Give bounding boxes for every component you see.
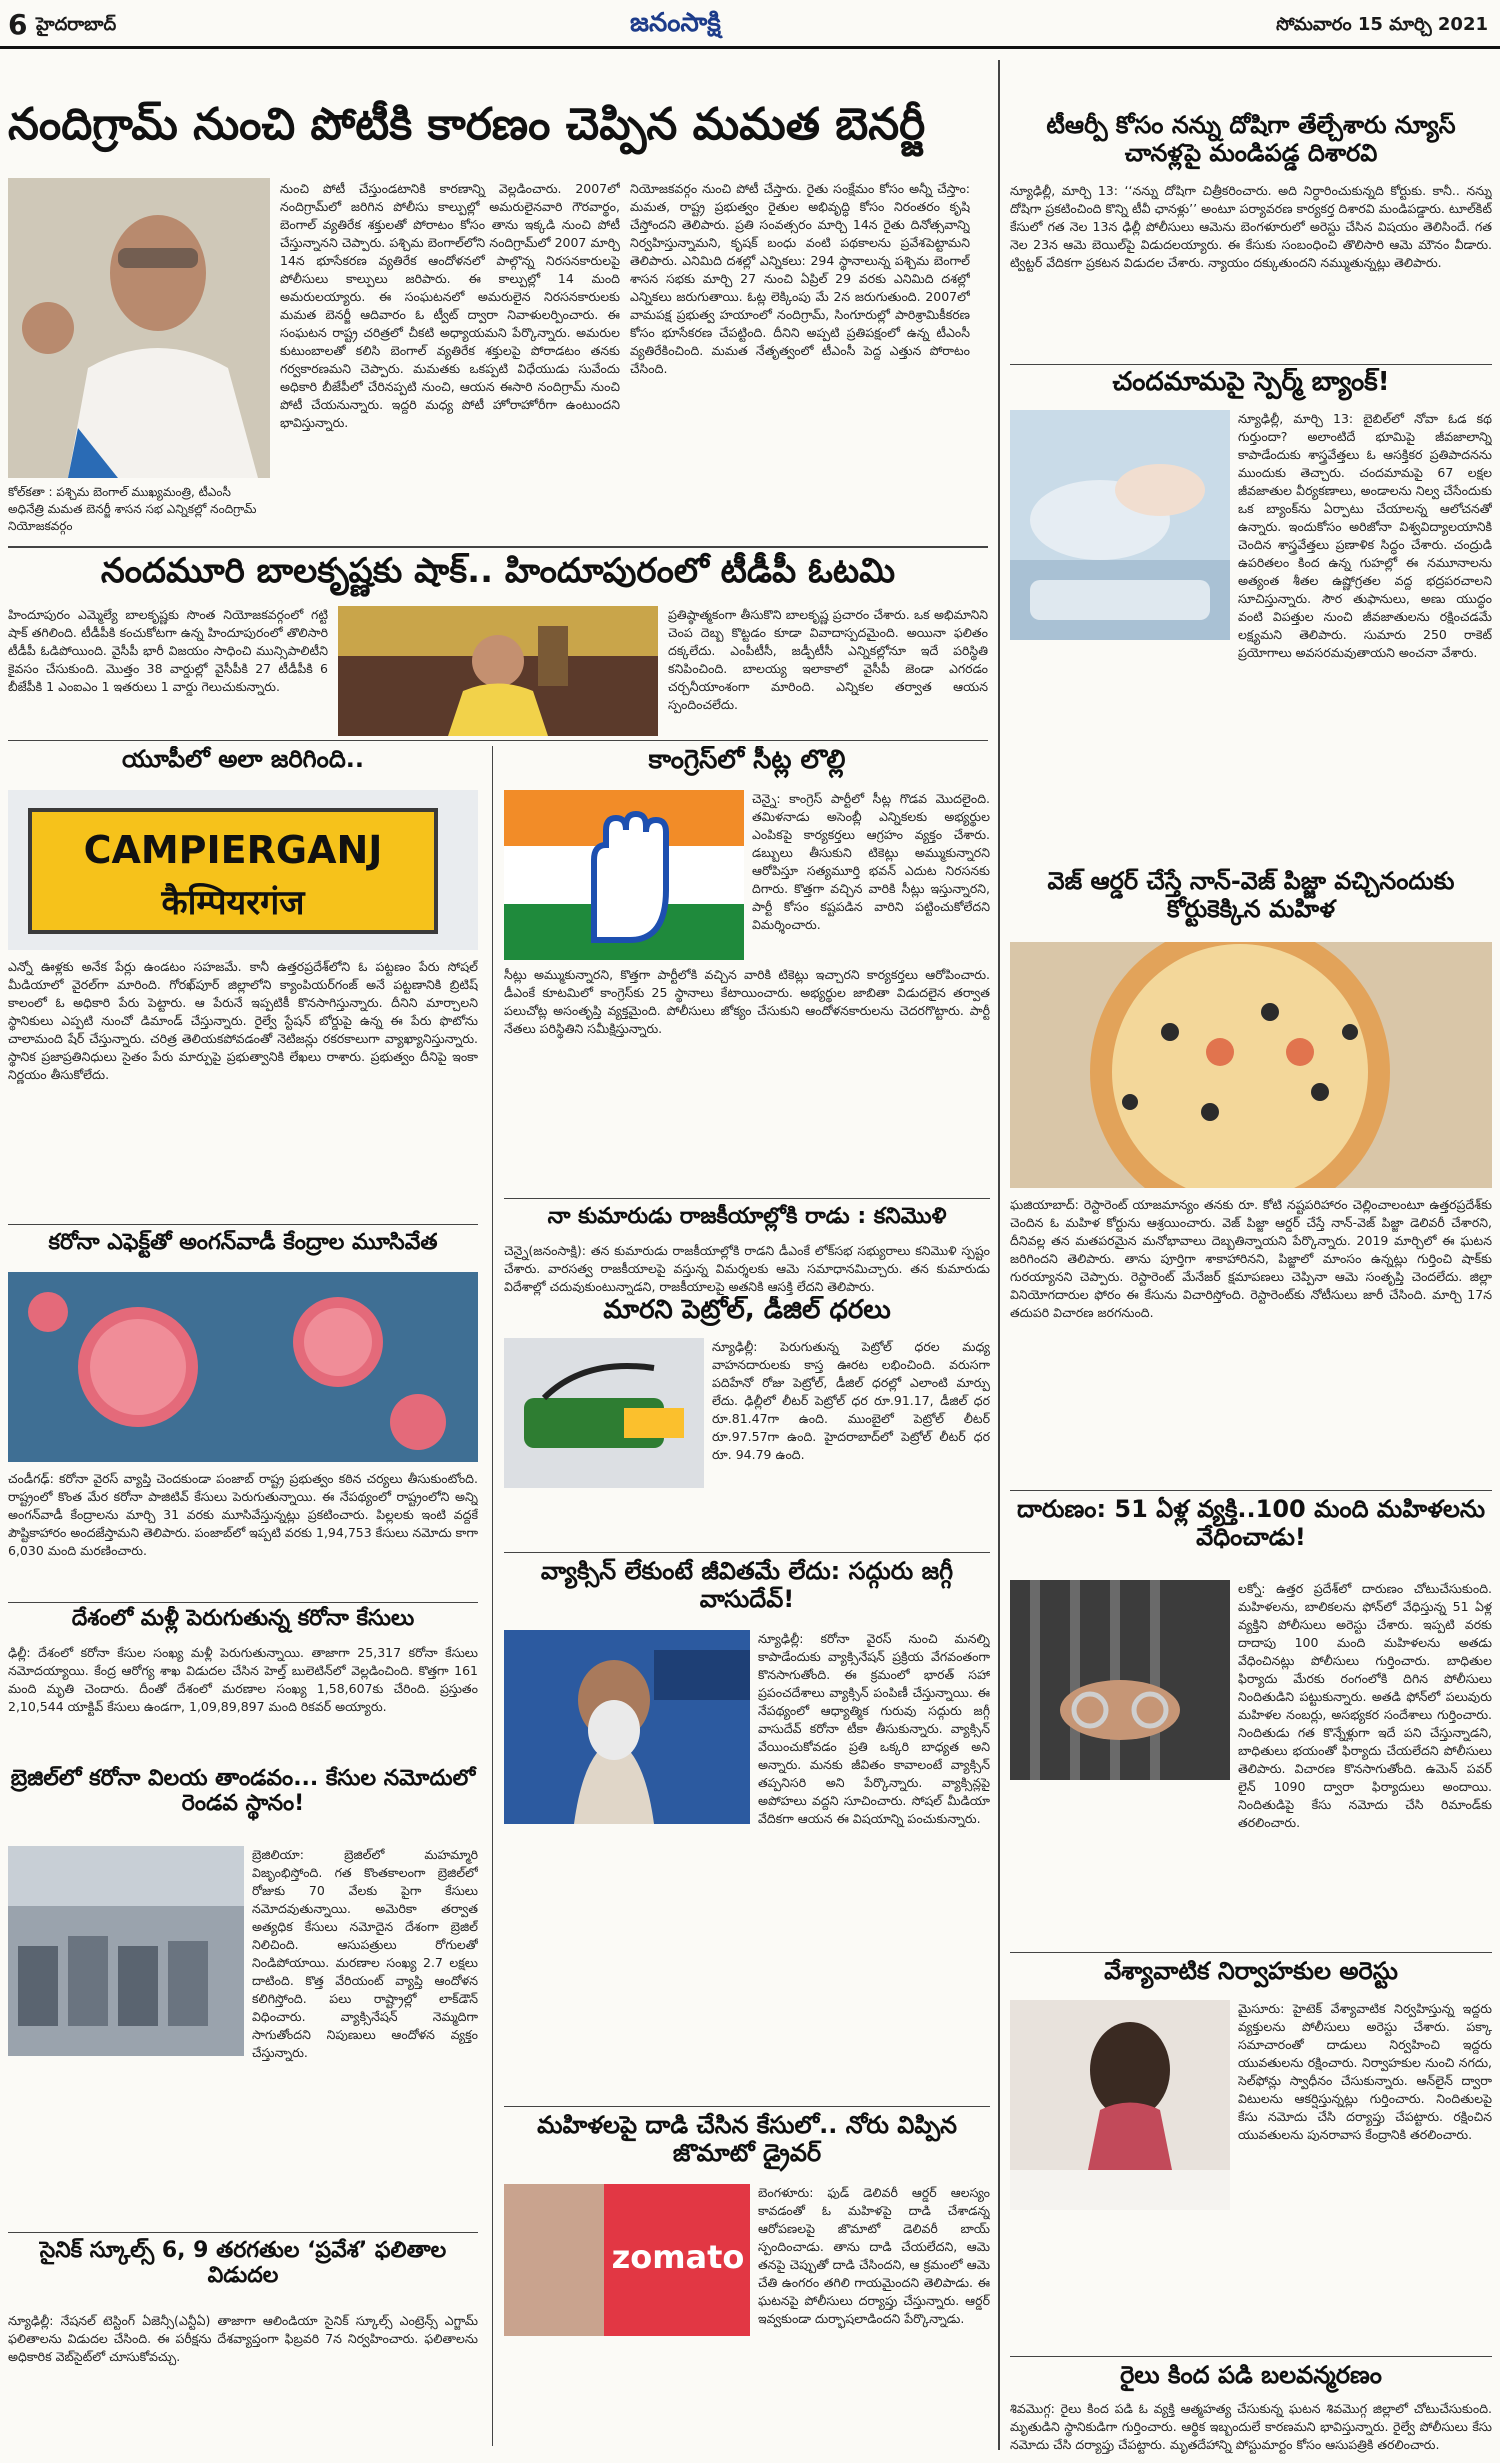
- veg-body: ఘజియాబాద్: రెస్టారెంట్ యాజమాన్యం తనకు రూ. కోటి నష్టపరిహారం చెల్లించాలంటూ ఉత్తరప్రదేశ్‌కు చెందిన ఓ మహిళ కోర్టును ఆశ్రయించారు. వెజ్ పిజ్జా ఆర్డర్ చేస్తే నాన్-వెజ్ పిజ్జా డెలివరీ చేశారని, దీనివల్ల తన మతపరమైన మనోభావాలు దెబ్బతిన్నాయని పేర్కొన్నారు. 2019 మార్చిలో ఈ ఘటన జరిగిందని తెలిపారు. తాను పూర్తిగా శాకాహారినని, పిజ్జాలో మాంసం ఉన్నట్లు గుర్తించి షాక్‌కు గురయ్యానని చెప్పారు. రెస్టారెంట్ మేనేజర్ క్షమాపణలు చెప్పినా ఆమె సంతృప్తి చెందలేదు. జిల్లా వినియోగదారుల ఫోరం ఈ కేసును విచారిస్తోంది. రెస్టారెంట్‌కు నోటీసులు జారీ చేసింది. మార్చి 17న తదుపరి విచారణ జరగనుంది.: [1010, 1197, 1492, 1320]
- veg-headline: వెజ్ ఆర్డర్ చేస్తే నాన్-వెజ్ పిజ్జా వచ్చినందుకు కోర్టుకెక్కిన మహిళ: [1047, 868, 1455, 923]
- hyd-body: లక్నో: ఉత్తర ప్రదేశ్‌లో దారుణం చోటుచేసుకుంది. మహిళలను, బాలికలను ఫోన్‌లో వేధిస్తున్న 51 ఏళ్ల వ్యక్తిని పోలీసులు అరెస్టు చేశారు. ఇప్పటి వరకు దాదాపు 100 మంది మహిళలను అతడు వేధించినట్లు పోలీసులు గుర్తించారు. బాధితుల ఫిర్యాదు మేరకు రంగంలోకి దిగిన పోలీసులు నిందితుడిని పట్టుకున్నారు. అతడి ఫోన్‌లో పలువురు మహిళల నంబర్లు, అసభ్యకర సందేశాలు గుర్తించారు. నిందితుడు గత కొన్నేళ్లుగా ఇదే పని చేస్తున్నాడని, బాధితులు భయంతో ఫిర్యాదు చేయలేదని పోలీసులు తెలిపారు. విచారణ కొనసాగుతోంది. ఉమెన్ పవర్ లైన్ 1090 ద్వారా ఫిర్యాదులు అందాయి. నిందితుడిపై కేసు నమోదు చేసి రిమాండ్‌కు తరలించారు.: [1238, 1581, 1492, 1830]
- cases-body: ఢిల్లీ: దేశంలో కరోనా కేసుల సంఖ్య మళ్లీ పెరుగుతున్నాయి. తాజాగా 25,317 కరోనా కేసులు నమోదయ్యాయి. కేంద్ర ఆరోగ్య శాఖ విడుదల చేసిన హెల్త్ బులెటిన్‌లో వెల్లడించింది. కొత్తగా 161 మంది మృతి చెందారు. దీంతో దేశంలో మరణాల సంఖ్య 1,58,607కు చేరింది. ప్రస్తుతం 2,10,544 యాక్టివ్ కేసులు ఉండగా, 1,09,89,897 మంది రికవర్ అయ్యారు.: [8, 1645, 478, 1714]
- brothel-body: మైసూరు: హైటెక్ వేశ్యావాటిక నిర్వహిస్తున్న ఇద్దరు వ్యక్తులను పోలీసులు అరెస్టు చేశారు. పక్కా సమాచారంతో దాడులు నిర్వహించి ఇద్దరు యువతులను రక్షించారు. నిర్వాహకుల నుంచి నగదు, సెల్‌ఫోన్లు స్వాధీనం చేసుకున్నారు. ఆన్‌లైన్ ద్వారా విటులను ఆకర్షిస్తున్నట్లు గుర్తించారు. నిందితులపై కేసు నమోదు చేసి దర్యాప్తు చేపట్టారు. రక్షించిన యువతులను పునరావాస కేంద్రానికి తరలించారు.: [1238, 2001, 1492, 2142]
- trp-rule: [1010, 364, 1492, 365]
- anganwadi-rule: [8, 1602, 478, 1603]
- hyd-headline: దారుణం: 51 ఏళ్ల వ్యక్తి..100 మంది మహిళలను వేధించాడు!: [1016, 1496, 1486, 1551]
- sainik-body: న్యూఢిల్లీ: నేషనల్ టెస్టింగ్ ఏజెన్సీ(ఎన్టీఏ) తాజాగా ఆలిండియా సైనిక్ స్కూల్స్ ఎంట్రెన్స్ ఎగ్జామ్ ఫలితాలను విడుదల చేసింది. ఈ పరీక్షను దేశవ్యాప్తంగా ఫిబ్రవరి 7న నిర్వహించారు. ఫలితాలను అధికారిక వెబ్‌సైట్‌లో చూసుకోవచ్చు.: [8, 2313, 478, 2364]
- campierganj-body: ఎన్నో ఊళ్లకు అనేక పేర్లు ఉండటం సహజమే. కానీ ఉత్తరప్రదేశ్‌లోని ఓ పట్టణం పేరు సోషల్ మీడియాలో వైరల్‌గా మారింది. గోరఖ్‌పూర్ జిల్లాలోని క్యాంపియర్‌గంజ్ అనే పట్టణానికి బ్రిటిష్ కాలంలో ఓ అధికారి పేరు పెట్టారు. ఆ పేరునే ఇప్పటికీ కొనసాగిస్తున్నారు. దీనిని మార్చాలని స్థానికులు ఎప్పటి నుంచో డిమాండ్ చేస్తున్నారు. రైల్వే స్టేషన్ బోర్డుపై ఉన్న ఈ పేరు ఫొటోను చాలామంది షేర్ చేస్తున్నారు. చరిత్ర తెలియకపోవడంతో నెటిజన్లు రకరకాలుగా వ్యాఖ్యానిస్తున్నారు. స్థానిక ప్రజాప్రతినిధులు సైతం పేరు మార్పుపై ప్రభుత్వానికి లేఖలు రాశారు. ప్రభుత్వం దీనిపై ఇంకా నిర్ణయం తీసుకోలేదు.: [8, 959, 478, 1082]
- brazil-photo: [8, 1846, 244, 2056]
- congress-col2: సీట్లు అమ్ముకున్నారని, కొత్తగా పార్టీలోకి వచ్చిన వారికి టికెట్లు ఇచ్చారని కార్యకర్తలు ఆరోపించారు. డీఎంకే కూటమిలో కాంగ్రెస్‌కు 25 స్థానాలు కేటాయించారు. అభ్యర్థుల జాబితా విడుదలైన తర్వాత పలుచోట్ల అసంతృప్తి వ్యక్తమైంది. పోలీసులు జోక్యం చేసుకుని ఆందోళనకారులను చెదరగొట్టారు. పార్టీ నేతలు పరిస్థితిని సమీక్షిస్తున్నారు.: [504, 967, 990, 1036]
- brothel-headline: వేశ్యావాటిక నిర్వాహకుల అరెస్టు: [1104, 1958, 1398, 1985]
- congress-headline: కాంగ్రెస్‌లో సీట్ల లొల్లి: [648, 746, 846, 775]
- mamata-photo: [8, 178, 270, 478]
- lead-col2: నియోజకవర్గం నుంచి పోటీ చేస్తారు. రైతు సంక్షేమం కోసం అన్నీ చేస్తాం: మమత, రాష్ట్ర ప్రభుత్వం రైతుల అభివృద్ధి కోసం నిరంతరం కృషి చేస్తోందని తెలిపారు. ప్రతి సంవత్సరం మార్చి 14న రైతు దినోత్సవాన్ని నిర్వహిస్తున్నామని, కృషక్ బంధు వంటి పథకాలను ప్రవేశపెట్టామని తెలిపారు. ఎనిమిది దశల్లో ఎన్నికలు: 294 స్థానాలున్న పశ్చిమ బెంగాల్ శాసన సభకు మార్చి 27 నుంచి ఏప్రిల్ 29 వరకు ఎనిమిది దశల్లో ఎన్నికలు జరుగుతాయి. ఓట్ల లెక్కింపు మే 2న జరుగుతుంది. 2007లో వామపక్ష ప్రభుత్వ హయాంలో నందిగ్రామ్, సింగూరుల్లో పారిశ్రామికీకరణ కోసం భూసేకరణ చేపట్టింది. దీనిని అప్పటి ప్రతిపక్షంలో ఉన్న టీఎంసీ వ్యతిరేకించింది. మమత నేతృత్వంలో టీఎంసీ పెద్ద ఎత్తున పోరాటం చేసింది.: [630, 181, 970, 376]
- brazil-body: బ్రెజిలియా: బ్రెజిల్‌లో మహమ్మారి విజృంభిస్తోంది. గత కొంతకాలంగా బ్రెజిల్‌లో రోజుకు 70 వేలకు పైగా కేసులు నమోదవుతున్నాయి. అమెరికా తర్వాత అత్యధిక కేసులు నమోదైన దేశంగా బ్రెజిల్ నిలిచింది. ఆసుపత్రులు రోగులతో నిండిపోయాయి. మరణాల సంఖ్య 2.7 లక్షలు దాటింది. కొత్త వేరియంట్ వ్యాప్తి ఆందోళన కలిగిస్తోంది. పలు రాష్ట్రాల్లో లాక్‌డౌన్ విధించారు. వ్యాక్సినేషన్ నెమ్మదిగా సాగుతోందని నిపుణులు ఆందోళన వ్యక్తం చేస్తున్నారు.: [252, 1847, 478, 2060]
- brazil-rule: [8, 2232, 478, 2233]
- zomato-headline: మహిళలపై దాడి చేసిన కేసులో.. నోరు విప్పిన జొమాటో డ్రైవర్: [537, 2112, 957, 2167]
- brothel-rule: [1010, 2356, 1492, 2357]
- sainik-headline: సైనిక్ స్కూల్స్ 6, 9 తరగతుల ‘ప్రవేశ’ ఫలితాల విడుదల: [39, 2238, 447, 2289]
- balakrishna-headline: నందమూరి బాలకృష్ణకు షాక్.. హిందూపురంలో టీడీపీ ఓటమి: [100, 552, 896, 591]
- fuel-pump-photo: [504, 1338, 704, 1488]
- zomato-brand: zomato: [611, 2238, 745, 2276]
- balakrishna-photo: [338, 606, 658, 736]
- handcuff-photo: [1010, 1580, 1230, 1780]
- brazil-headline: బ్రెజిల్‌లో కరోనా విలయ తాండవం... కేసుల నమోదులో రెండవ స్థానం!: [10, 1766, 476, 1817]
- chandamama-headline: చందమామపై స్పెర్మ్ బ్యాంక్!: [1112, 368, 1390, 397]
- chandamama-body: న్యూఢిల్లీ, మార్చి 13: బైబిల్‌లో నోవా ఓడ కథ గుర్తుందా? అలాంటిదే భూమిపై జీవజాలాన్ని కాపాడేందుకు శాస్త్రవేత్తలు ఓ ఆసక్తికర ప్రతిపాదనను ముందుకు తెచ్చారు. చందమామపై 67 లక్షల జీవజాతుల వీర్యకణాలు, అండాలను నిల్వ చేసేందుకు ఒక బ్యాంక్‌ను ఏర్పాటు చేయాలన్న ఆలోచనతో ఉన్నారు. ఇందుకోసం అరిజోనా విశ్వవిద్యాలయానికి చెందిన శాస్త్రవేత్తలు ప్రణాళిక సిద్ధం చేశారు. చంద్రుడి ఉపరితలం కింద ఉన్న గుహల్లో ఈ నమూనాలను అత్యంత శీతల ఉష్ణోగ్రతల వద్ద భద్రపరచాలని సూచిస్తున్నారు. సౌర తుఫానులు, అణు యుద్ధం వంటి విపత్తుల నుంచి జీవజాతులను రక్షించడమే లక్ష్యమని తెలిపారు. సుమారు 250 రాకెట్ ప్రయోగాలు అవసరమవుతాయని అంచనా వేశారు.: [1238, 411, 1492, 660]
- brothel-photo: [1010, 2000, 1230, 2210]
- balakrishna-col2: ప్రతిష్ఠాత్మకంగా తీసుకొని బాలకృష్ణ ప్రచారం చేశారు. ఒక అభిమానిని చెంప దెబ్బ కొట్టడం కూడా వివాదాస్పదమైంది. అయినా ఫలితం దక్కలేదు. ఎంపీటీసీ, జడ్పీటీసీ ఎన్నికల్లోనూ ఇదే పరిస్థితి కనిపించింది. బాలయ్య ఇలాకాలో వైసీపీ జెండా ఎగరడం చర్చనీయాంశంగా మారింది. ఎన్నికల తర్వాత ఆయన స్పందించలేదు.: [668, 607, 988, 712]
- anganwadi-body: చండీగఢ్: కరోనా వైరస్ వ్యాప్తి చెందకుండా పంజాబ్ రాష్ట్ర ప్రభుత్వం కఠిన చర్యలు తీసుకుంటోంది. రాష్ట్రంలో కొంత మేర కరోనా పాజిటివ్ కేసులు పెరుగుతున్నాయి. ఈ నేపథ్యంలో రాష్ట్రంలోని అన్ని అంగన్‌వాడీ కేంద్రాలను మార్చి 31 వరకు మూసివేస్తున్నట్లు ప్రకటించారు. పిల్లలకు ఇంటి వద్దకే పౌష్టికాహారం అందజేస్తామని తెలిపారు. పంజాబ్‌లో ఇప్పటి వరకు 1,94,753 కేసులు నమోదు కాగా 6,030 మంది మరణించారు.: [8, 1471, 478, 1558]
- congress-rule: [504, 1198, 990, 1199]
- lead-col1: నుంచి పోటీ చేస్తుండటానికి కారణాన్ని వెల్లడించారు. 2007లో నందిగ్రామ్‌లో జరిగిన పోలీసు కాల్పుల్లో అమరులైనవారి గౌరవార్థం, బెంగాల్ వ్యతిరేక శక్తులతో పోరాటం కోసం తాను ఇక్కడి నుంచి పోటీ చేస్తున్నానని చెప్పారు. పశ్చిమ బెంగాల్‌లోని నందిగ్రామ్‌లో 2007 మార్చి 14న భూసేకరణ వ్యతిరేక ఆందోళనలో పాల్గొన్న నిరసనకారులపై పోలీసులు కాల్పులు జరిపారు. ఈ కాల్పుల్లో 14 మంది అమరులయ్యారు. ఈ సంఘటనలో అమరులైన నిరసనకారులకు మమత బెనర్జీ ఆదివారం ఓ ట్వీట్ ద్వారా నివాళులర్పించారు. ఈ సంఘటన రాష్ట్ర చరిత్రలో చీకటి అధ్యాయమని పేర్కొన్నారు. అమరుల కుటుంబాలతో కలిసి బెంగాల్ వ్యతిరేక శక్తులపై పోరాడటం తనకు గర్వకారణమని చెప్పారు. మమతకు ఒకప్పటి విధేయుడు సువేందు అధికారి బీజేపీలో చేరినప్పటి నుంచి, ఆయన ఈసారి నందిగ్రామ్ నుంచి పోటీ చేయనున్నారు. ఇద్దరి మధ్య పోటీ హోరాహోరీగా ఉంటుందని భావిస్తున్నారు.: [280, 181, 620, 430]
- sign-english: CAMPIERGANJ: [83, 828, 383, 872]
- lead-caption: కోల్‌కతా : పశ్చిమ బెంగాల్ ముఖ్యమంత్రి, టీఎంసీ అధినేత్రి మమత బెనర్జీ శాసన సభ ఎన్నికల్లో నందిగ్రామ్ నియోజకవర్గం: [8, 485, 257, 533]
- balakrishna-col1: హిందూపురం ఎమ్మెల్యే బాలకృష్ణకు సొంత నియోజకవర్గంలో గట్టి షాక్ తగిలింది. టీడీపీకి కంచుకోటగా ఉన్న హిందూపురంలో తొలిసారి టీడీపీ ఓడిపోయింది. వైసీపీ భారీ విజయం సాధించి మున్సిపాలిటీని కైవసం చేసుకుంది. మొత్తం 38 వార్డుల్లో వైసీపీకి 27 టీడీపీకి 6 బీజేపీకి 1 ఎంఐఎం 1 ఇతరులు 1 వార్డు గెలుచుకున్నారు.: [8, 607, 328, 694]
- campierganj-rule: [8, 1224, 478, 1225]
- sadhguru-headline: వ్యాక్సిన్ లేకుంటే జీవితమే లేదు: సద్గురు జగ్గీ వాసుదేవ్!: [540, 1558, 954, 1613]
- trp-body: న్యూఢిల్లీ, మార్చి 13: ‘‘నన్ను దోషిగా చిత్రీకరించారు. అది నిర్ధారించుకున్నది కోర్టుకు. కానీ.. నన్ను దోషిగా ప్రకటించింది కొన్ని టీవీ ఛానళ్లు’’ అంటూ పర్యావరణ కార్యకర్త దిశారవి మండిపడ్డారు. టూల్‌కిట్ కేసులో గత నెల 13న ఢిల్లీ పోలీసులు ఆమెను బెంగళూరులో అరెస్టు చేసిన విషయం తెలిసిందే. గత నెల 23న ఆమె బెయిల్‌పై విడుదలయ్యారు. ఈ కేసుకు సంబంధించి తొలిసారి ఆమె మౌనం వీడారు. ట్విట్టర్ వేదికగా ప్రకటన విడుదల చేశారు. న్యాయం దక్కుతుందని నమ్ముతున్నట్లు తెలిపారు.: [1010, 183, 1492, 270]
- sadhguru-photo: [504, 1630, 750, 1824]
- trp-headline: టీఆర్పీ కోసం నన్ను దోషిగా తేల్చేశారు న్యూస్ చానళ్లపై మండిపడ్డ దిశారవి: [1046, 112, 1456, 167]
- pizza-photo: [1010, 942, 1492, 1188]
- sadhguru-body: న్యూఢిల్లీ: కరోనా వైరస్ నుంచి మనల్ని కాపాడేందుకు వ్యాక్సినేషన్ ప్రక్రియ వేగవంతంగా కొనసాగుతోంది. ఈ క్రమంలో భారత్ సహా ప్రపంచదేశాలు వ్యాక్సిన్ పంపిణీ చేస్తున్నాయి. ఈ నేపథ్యంలో ఆధ్యాత్మిక గురువు సద్గురు జగ్గీ వాసుదేవ్ కరోనా టీకా తీసుకున్నారు. వ్యాక్సిన్ వేయించుకోవడం ప్రతి ఒక్కరి బాధ్యత అని అన్నారు. మనకు జీవితం కావాలంటే వ్యాక్సిన్ తప్పనిసరి అని పేర్కొన్నారు. వ్యాక్సిన్లపై అపోహలు వద్దని సూచించారు. సోషల్ మీడియా వేదికగా ఆయన ఈ విషయాన్ని పంచుకున్నారు.: [758, 1631, 990, 1826]
- hyd-rule: [1010, 1952, 1492, 1953]
- balakrishna-rule: [8, 740, 988, 741]
- veg-rule: [1010, 1490, 1492, 1491]
- rail-headline: రైలు కింద పడి బలవన్మరణం: [1120, 2362, 1382, 2389]
- masthead: [0, 0, 1500, 46]
- petrol-rule: [504, 1552, 990, 1553]
- kanimozhi-body: చెన్నై(జనంసాక్షి): తన కుమారుడు రాజకీయాల్లోకి రాడని డీఎంకే లోక్‌సభ సభ్యురాలు కనిమొళి స్పష్టం చేశారు. వారసత్వ రాజకీయాలపై వస్తున్న విమర్శలకు ఆమె సమాధానమిచ్చారు. తన కుమారుడు విదేశాల్లో చదువుకుంటున్నాడని, రాజకీయాలపై అతనికి ఆసక్తి లేదని తెలిపారు.: [504, 1243, 990, 1294]
- rail-body: శివమొగ్గ: రైలు కింద పడి ఓ వ్యక్తి ఆత్మహత్య చేసుకున్న ఘటన శివమొగ్గ జిల్లాలో చోటుచేసుకుంది. మృతుడిని స్థానికుడిగా గుర్తించారు. ఆర్థిక ఇబ్బందులే కారణమని భావిస్తున్నారు. రైల్వే పోలీసులు కేసు నమోదు చేసి దర్యాప్తు చేపట్టారు. మృతదేహాన్ని పోస్టుమార్టం కోసం ఆసుపత్రికి తరలించారు.: [1010, 2401, 1492, 2452]
- campierganj-headline: యూపీలో అలా జరిగింది..: [121, 746, 365, 773]
- campierganj-sign: [8, 790, 478, 950]
- paper-logo: జనంసాక్షి: [630, 8, 721, 38]
- zomato-body: బెంగళూరు: ఫుడ్ డెలివరీ ఆర్డర్ ఆలస్యం కావడంతో ఓ మహిళపై దాడి చేశాడన్న ఆరోపణలపై జొమాటో డెలివరీ బాయ్ స్పందించాడు. తాను దాడి చేయలేదని, ఆమె తనపై చెప్పుతో దాడి చేసిందని, ఆ క్రమంలో ఆమె చేతి ఉంగరం తగిలి గాయమైందని తెలిపాడు. ఈ ఘటనపై పోలీసులు దర్యాప్తు చేస్తున్నారు. ఆర్డర్ ఇవ్వకుండా దుర్భాషలాడిందని పేర్కొన్నాడు.: [758, 2185, 990, 2326]
- mid-col-divider: [492, 746, 493, 2446]
- congress-logo: [504, 790, 744, 960]
- right-col-divider: [998, 60, 1000, 2450]
- kanimozhi-headline: నా కుమారుడు రాజకీయాల్లోకి రాడు : కనిమొళి: [547, 1204, 947, 1229]
- page-number: 6: [8, 8, 28, 41]
- date-label: సోమవారం 15 మార్చి 2021: [1276, 14, 1488, 35]
- virus-photo: [8, 1272, 478, 1462]
- anganwadi-headline: కరోనా ఎఫెక్ట్‌తో అంగన్‌వాడీ కేంద్రాల మూసివేత: [48, 1230, 438, 1255]
- lead-rule: [8, 546, 988, 548]
- petrol-headline: మారని పెట్రోల్, డీజిల్ ధరలు: [603, 1296, 891, 1325]
- congress-col1: చెన్నై: కాంగ్రెస్ పార్టీలో సీట్ల గొడవ మొదలైంది. తమిళనాడు అసెంబ్లీ ఎన్నికలకు అభ్యర్థుల ఎంపికపై కార్యకర్తలు ఆగ్రహం వ్యక్తం చేశారు. డబ్బులు తీసుకుని టికెట్లు అమ్ముకున్నారని ఆరోపిస్తూ సత్యమూర్తి భవన్ ఎదుట నిరసనకు దిగారు. కొత్తగా వచ్చిన వారికి సీట్లు ఇస్తున్నారని, పార్టీ కోసం కష్టపడిన వారిని పట్టించుకోలేదని విమర్శించారు.: [752, 791, 990, 932]
- sperm-bank-photo: [1010, 410, 1230, 640]
- sign-hindi: कैम्पियरगंज: [161, 883, 305, 923]
- city-label: హైదరాబాద్: [36, 14, 117, 35]
- lead-headline: నందిగ్రామ్ నుంచి పోటీకి కారణం చెప్పిన మమత బెనర్జీ: [8, 100, 926, 150]
- petrol-body: న్యూఢిల్లీ: పెరుగుతున్న పెట్రోల్ ధరల మధ్య వాహనదారులకు కాస్త ఊరట లభించింది. వరుసగా పదిహేనో రోజు పెట్రోల్, డీజిల్ ధరల్లో ఎలాంటి మార్పు లేదు. ఢిల్లీలో లీటర్ పెట్రోల్ ధర రూ.91.17, డీజిల్ ధర రూ.81.47గా ఉంది. ముంబైలో పెట్రోల్ లీటర్ రూ.97.57గా ఉంది. హైదరాబాద్‌లో పెట్రోల్ లీటర్ ధర రూ. 94.79 ఉంది.: [712, 1339, 990, 1462]
- zomato-photo: [504, 2184, 750, 2336]
- sadhguru-rule: [504, 2106, 990, 2107]
- masthead-rule: [0, 46, 1500, 49]
- cases-headline: దేశంలో మళ్లీ పెరుగుతున్న కరోనా కేసులు: [71, 1606, 415, 1631]
